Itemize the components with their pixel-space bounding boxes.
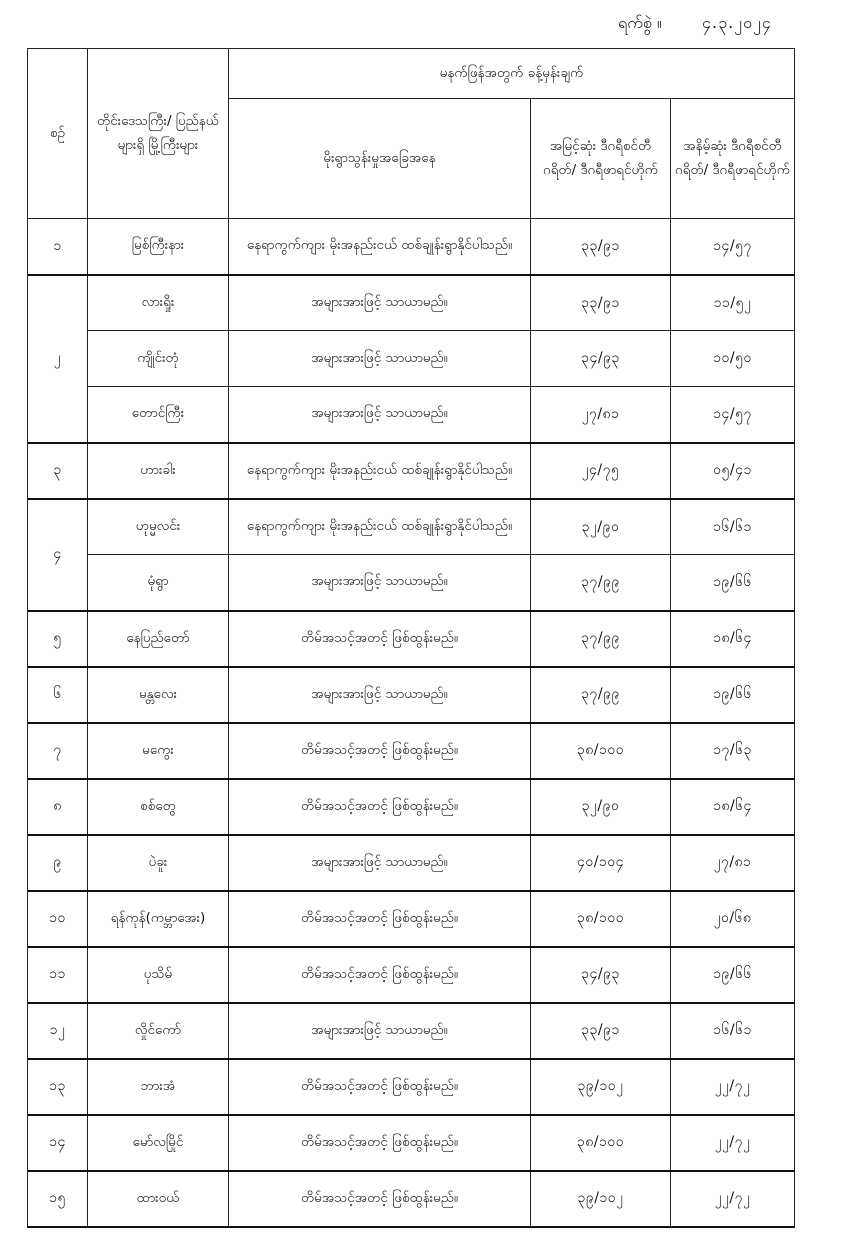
city-cell: ပဲခူး [88,835,229,891]
date-label: ရက်စွဲ ။ [618,13,662,32]
table-row [28,219,795,275]
city-cell: ဟုမ္မလင်း [88,499,229,555]
max-temp-cell: ၃၈/၁၀၀ [531,1115,671,1171]
max-temp-cell: ၃၂/၉၀ [531,779,671,835]
min-temp-cell: ၁၈/၆၄ [671,611,795,667]
row-number: ၅ [28,611,88,667]
header-forecast-group: မနက်ဖြန်အတွက် ခန့်မှန်းချက် [229,49,795,99]
header-city: တိုင်းဒေသကြီး/ ပြည်နယ်များရှိ မြို့ကြီးများ [88,49,229,219]
condition-cell: နေရာကွက်ကျား မိုးအနည်းငယ် ထစ်ချုန်းရွာနိုင်ပါသည်။ [229,443,531,499]
table-row [28,1115,795,1171]
header-no: စဉ် [28,49,88,219]
max-temp-cell: ၃၂/၉၀ [531,499,671,555]
condition-cell: နေရာကွက်ကျား မိုးအနည်းငယ် ထစ်ချုန်းရွာနိုင်ပါသည်။ [229,219,531,275]
max-temp-cell: ၃၃/၉၁ [531,219,671,275]
row-number: ၉ [28,835,88,891]
condition-cell: တိမ်အသင့်အတင့် ဖြစ်ထွန်းမည်။ [229,891,531,947]
header-max-temp: အမြင့်ဆုံး ဒီဂရီစင်တီဂရိတ်/ ဒီဂရီဖာရင်ဟိုက် [531,99,671,219]
condition-cell: အများအားဖြင့် သာယာမည်။ [229,331,531,387]
max-temp-cell: ၃၈/၁၀၀ [531,723,671,779]
max-temp-cell: ၃၈/၁၀၀ [531,891,671,947]
condition-cell: တိမ်အသင့်အတင့် ဖြစ်ထွန်းမည်။ [229,1059,531,1115]
row-number: ၁၅ [28,1171,88,1227]
row-number: ၃ [28,443,88,499]
table-header [28,49,795,219]
city-cell: လှိုင်ကော် [88,1003,229,1059]
city-cell: မန္တလေး [88,667,229,723]
condition-cell: အများအားဖြင့် သာယာမည်။ [229,555,531,611]
city-cell: ဘားအံ [88,1059,229,1115]
condition-cell: တိမ်အသင့်အတင့် ဖြစ်ထွန်းမည်။ [229,1115,531,1171]
row-number: ၁၂ [28,1003,88,1059]
city-cell: ဟားခါး [88,443,229,499]
row-number: ၄ [28,499,88,611]
city-cell: ပုသိမ် [88,947,229,1003]
table-row [28,947,795,1003]
row-number: ၁၄ [28,1115,88,1171]
table-row [28,499,795,555]
min-temp-cell: ၀၅/၄၁ [671,443,795,499]
condition-cell: တိမ်အသင့်အတင့် ဖြစ်ထွန်းမည်။ [229,611,531,667]
report-date [590,8,810,38]
table-row [28,723,795,779]
max-temp-cell: ၄၀/၁၀၄ [531,835,671,891]
table-row [28,891,795,947]
city-cell: ရန်ကုန်(ကမ္ဘာအေး) [88,891,229,947]
table-body [28,219,795,1227]
max-temp-cell: ၃၇/၉၉ [531,667,671,723]
min-temp-cell: ၁၉/၆၆ [671,555,795,611]
city-cell: တောင်ကြီး [88,387,229,443]
table-row [28,275,795,331]
condition-cell: အများအားဖြင့် သာယာမည်။ [229,275,531,331]
min-temp-cell: ၁၇/၆၃ [671,723,795,779]
min-temp-cell: ၁၆/၆၁ [671,1003,795,1059]
header-min-temp: အနိမ့်ဆုံး ဒီဂရီစင်တီဂရိတ်/ ဒီဂရီဖာရင်ဟိုက် [671,99,795,219]
city-cell: မကွေး [88,723,229,779]
city-cell: မုံရွာ [88,555,229,611]
city-cell: နေပြည်တော် [88,611,229,667]
min-temp-cell: ၂၂/၇၂ [671,1171,795,1227]
weather-forecast-table [27,48,795,1228]
city-cell: မြစ်ကြီးနား [88,219,229,275]
row-number: ၇ [28,723,88,779]
max-temp-cell: ၃၉/၁၀၂ [531,1059,671,1115]
max-temp-cell: ၃၃/၉၁ [531,1003,671,1059]
min-temp-cell: ၁၈/၆၄ [671,779,795,835]
min-temp-cell: ၁၁/၅၂ [671,275,795,331]
city-cell: ထားဝယ် [88,1171,229,1227]
header-condition: မိုးရွာသွန်းမှုအခြေအနေ [229,99,531,219]
row-number: ၈ [28,779,88,835]
row-number: ၁၀ [28,891,88,947]
city-cell: လားရှိုး [88,275,229,331]
min-temp-cell: ၁၆/၆၁ [671,499,795,555]
min-temp-cell: ၁၄/၅၇ [671,219,795,275]
city-cell: ကျိုင်းတုံ [88,331,229,387]
min-temp-cell: ၁၀/၅၀ [671,331,795,387]
table-row [28,387,795,443]
condition-cell: တိမ်အသင့်အတင့် ဖြစ်ထွန်းမည်။ [229,723,531,779]
table-row [28,1171,795,1227]
date-value: ၄.၃.၂၀၂၄ [702,13,772,32]
row-number: ၁ [28,219,88,275]
max-temp-cell: ၂၇/၈၁ [531,387,671,443]
min-temp-cell: ၂၀/၆၈ [671,891,795,947]
table-row [28,611,795,667]
max-temp-cell: ၃၃/၉၁ [531,275,671,331]
condition-cell: အများအားဖြင့် သာယာမည်။ [229,667,531,723]
table-row [28,443,795,499]
condition-cell: အများအားဖြင့် သာယာမည်။ [229,835,531,891]
min-temp-cell: ၂၇/၈၁ [671,835,795,891]
condition-cell: တိမ်အသင့်အတင့် ဖြစ်ထွန်းမည်။ [229,947,531,1003]
max-temp-cell: ၃၇/၉၉ [531,611,671,667]
table-row [28,555,795,611]
table-row [28,835,795,891]
min-temp-cell: ၂၂/၇၂ [671,1059,795,1115]
min-temp-cell: ၁၄/၅၇ [671,387,795,443]
table-row [28,667,795,723]
condition-cell: တိမ်အသင့်အတင့် ဖြစ်ထွန်းမည်။ [229,1171,531,1227]
row-number: ၁၃ [28,1059,88,1115]
max-temp-cell: ၃၇/၉၉ [531,555,671,611]
condition-cell: အများအားဖြင့် သာယာမည်။ [229,1003,531,1059]
condition-cell: တိမ်အသင့်အတင့် ဖြစ်ထွန်းမည်။ [229,779,531,835]
table-row [28,331,795,387]
condition-cell: နေရာကွက်ကျား မိုးအနည်းငယ် ထစ်ချုန်းရွာနိုင်ပါသည်။ [229,499,531,555]
table-row [28,1059,795,1115]
table-row [28,1003,795,1059]
condition-cell: အများအားဖြင့် သာယာမည်။ [229,387,531,443]
max-temp-cell: ၃၄/၉၃ [531,947,671,1003]
row-number: ၂ [28,275,88,443]
max-temp-cell: ၂၄/၇၅ [531,443,671,499]
city-cell: စစ်တွေ [88,779,229,835]
min-temp-cell: ၁၉/၆၆ [671,667,795,723]
row-number: ၁၁ [28,947,88,1003]
city-cell: မော်လမြိုင် [88,1115,229,1171]
max-temp-cell: ၃၄/၉၃ [531,331,671,387]
min-temp-cell: ၁၉/၆၆ [671,947,795,1003]
table-row [28,779,795,835]
row-number: ၆ [28,667,88,723]
max-temp-cell: ၃၉/၁၀၂ [531,1171,671,1227]
min-temp-cell: ၂၂/၇၂ [671,1115,795,1171]
